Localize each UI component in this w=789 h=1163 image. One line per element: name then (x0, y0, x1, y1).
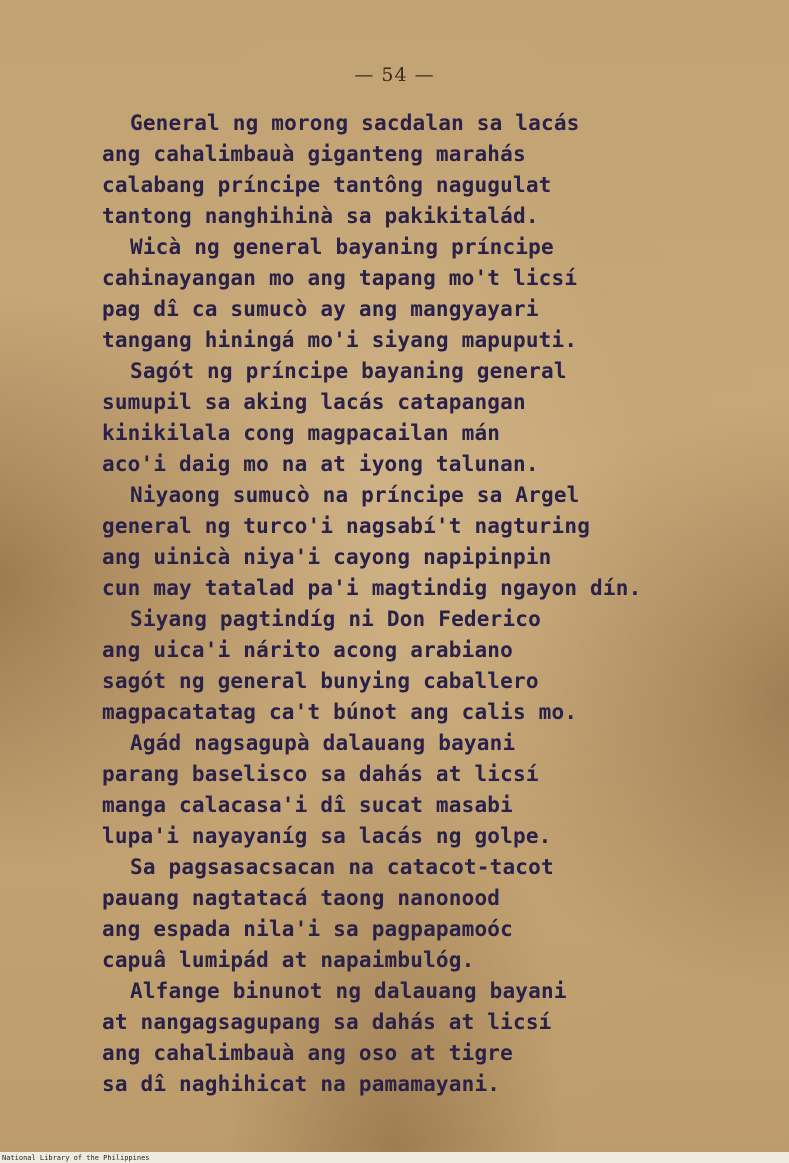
verse-line: pag dî ca sumucò ay ang mangyayari (102, 297, 539, 321)
verse-line: Alfange binunot ng dalauang bayani (130, 979, 567, 1003)
verse-line: pauang nagtatacá taong nanonood (102, 886, 501, 910)
verse-line: sagót ng general bunying caballero (102, 669, 539, 693)
verse-line: cun may tatalad pa'i magtindig ngayon dín. (102, 576, 642, 600)
stanza (102, 852, 762, 976)
stanza (102, 728, 762, 852)
verse-line: General ng morong sacdalan sa lacás (130, 111, 580, 135)
verse-line: cahinayangan mo ang tapang mo't licsí (102, 266, 578, 290)
verse-line: Sa pagsasacsacan na catacot-tacot (130, 855, 554, 879)
stanza (102, 356, 762, 480)
poem-body (102, 108, 762, 1100)
verse-line: Niyaong sumucò na príncipe sa Argel (130, 483, 580, 507)
verse-line: Wicà ng general bayaning príncipe (130, 235, 554, 259)
verse-line: calabang príncipe tantông nagugulat (102, 173, 552, 197)
verse-line: capuâ lumipád at napaimbulóg. (102, 948, 475, 972)
stanza (102, 604, 762, 728)
verse-line: sumupil sa aking lacás catapangan (102, 390, 526, 414)
verse-line: ang cahalimbauà giganteng marahás (102, 142, 526, 166)
verse-line: ang uica'i nárito acong arabiano (102, 638, 513, 662)
page-number: — 54 — (354, 64, 435, 86)
verse-line: general ng turco'i nagsabí't nagturing (102, 514, 591, 538)
footer-credit: National Library of the Philippines (2, 1154, 150, 1162)
verse-line: tangang hiningá mo'i siyang mapuputi. (102, 328, 578, 352)
verse-line: Sagót ng príncipe bayaning general (130, 359, 567, 383)
verse-line: tantong nanghihinà sa pakikitalád. (102, 204, 539, 228)
verse-line: at nangagsagupang sa dahás at licsí (102, 1010, 552, 1034)
verse-line: ang uinicà niya'i cayong napipinpin (102, 545, 552, 569)
verse-line: magpacatatag ca't búnot ang calis mo. (102, 700, 578, 724)
verse-line: ang cahalimbauà ang oso at tigre (102, 1041, 513, 1065)
verse-line: Siyang pagtindíg ni Don Federico (130, 607, 541, 631)
verse-line: aco'i daig mo na at iyong talunan. (102, 452, 539, 476)
verse-line: kinikilala cong magpacailan mán (102, 421, 501, 445)
stanza (102, 480, 762, 604)
verse-line: manga calacasa'i dî sucat masabi (102, 793, 513, 817)
verse-line: parang baselisco sa dahás at licsí (102, 762, 539, 786)
verse-line: ang espada nila'i sa pagpapamoóc (102, 917, 513, 941)
verse-line: Agád nagsagupà dalauang bayani (130, 731, 516, 755)
stanza (102, 976, 762, 1100)
stanza (102, 232, 762, 356)
verse-line: lupa'i nayayaníg sa lacás ng golpe. (102, 824, 552, 848)
stanza (102, 108, 762, 232)
verse-line: sa dî naghihicat na pamamayani. (102, 1072, 501, 1096)
